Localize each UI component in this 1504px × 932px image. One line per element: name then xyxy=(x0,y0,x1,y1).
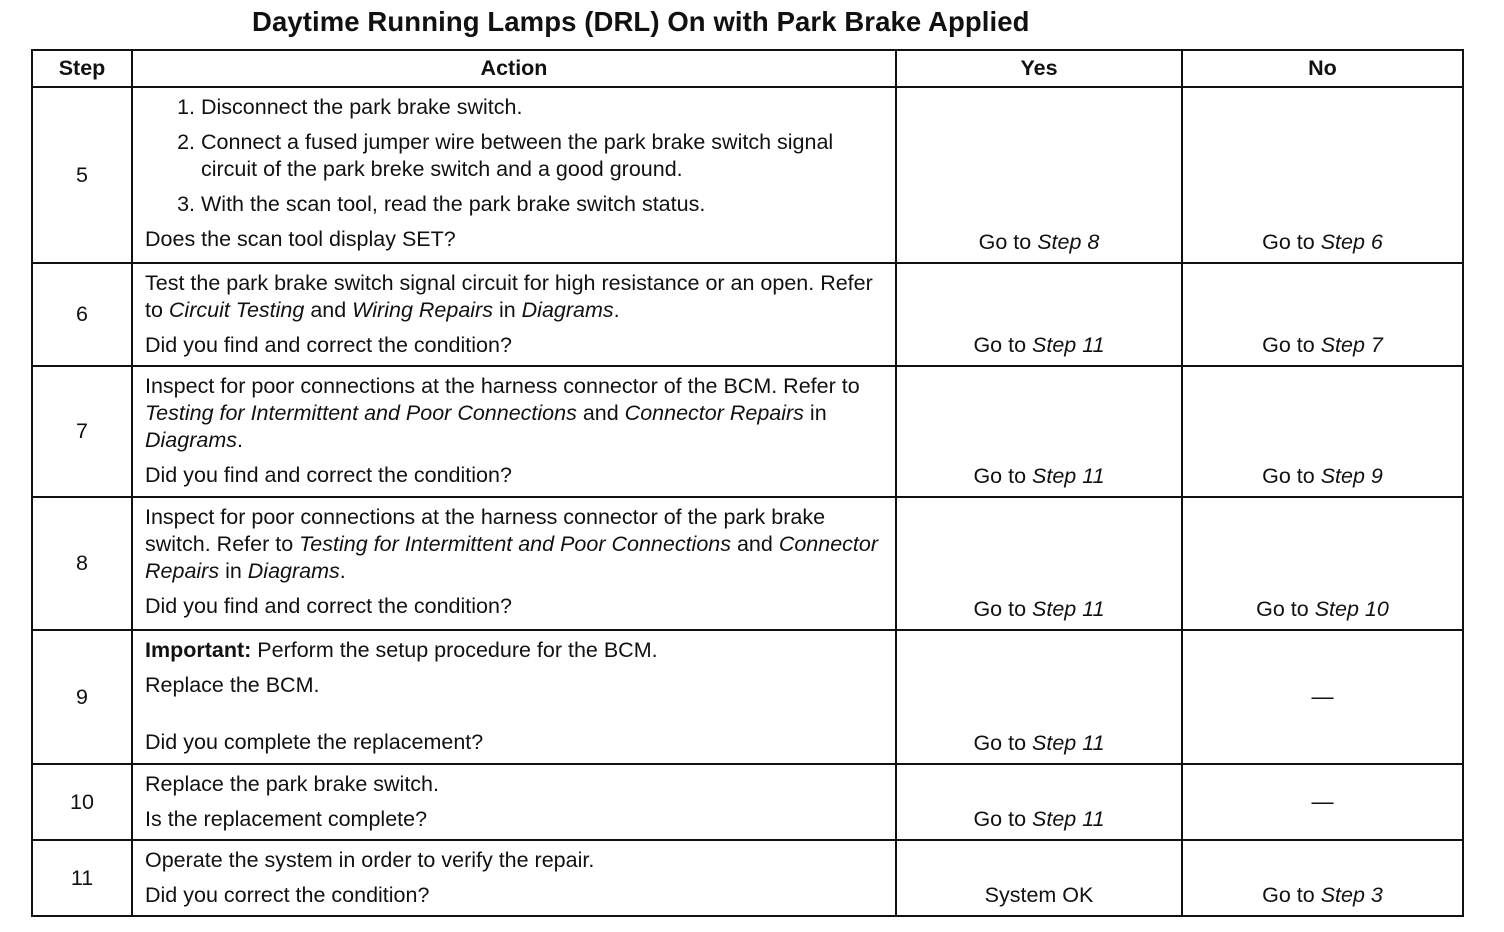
header-no: No xyxy=(1182,50,1463,87)
step-ref: Step 11 xyxy=(1032,731,1105,755)
header-action: Action xyxy=(132,50,896,87)
action-cell xyxy=(132,263,896,366)
go-to-text: Go to xyxy=(973,597,1033,621)
action-cell xyxy=(132,366,896,497)
action-instruction: Test the park brake switch signal circuit for high resistance or an open. Refer to Circuit Testing and Wiring Repairs in Diagrams. xyxy=(145,271,873,322)
action-cell xyxy=(132,87,896,263)
important-label: Important: xyxy=(145,638,252,662)
action-cell xyxy=(132,764,896,840)
step-ref: Step 11 xyxy=(1032,333,1105,357)
header-step: Step xyxy=(32,50,132,87)
step-ref: Step 10 xyxy=(1314,597,1389,621)
action-question: Did you correct the condition? xyxy=(145,883,430,907)
step-number: 7 xyxy=(32,366,132,497)
table-row xyxy=(32,840,1463,916)
go-to-text: Go to xyxy=(973,464,1033,488)
yes-result xyxy=(896,630,1182,764)
no-result xyxy=(1182,366,1463,497)
action-instruction: Inspect for poor connections at the harness connector of the park brake switch. Refer to Testing for Intermittent and Poor Connections and Connector Repairs in Diagrams. xyxy=(145,505,879,583)
step-ref: Step 9 xyxy=(1320,464,1383,488)
step-number: 6 xyxy=(32,263,132,366)
yes-result xyxy=(896,764,1182,840)
not-applicable-dash: — xyxy=(1311,684,1334,709)
go-to-text: Go to xyxy=(1262,883,1321,907)
go-to-text: Go to xyxy=(1256,597,1315,621)
action-instruction: Replace the BCM. xyxy=(145,673,320,697)
no-result xyxy=(1182,497,1463,630)
go-to-text: Go to xyxy=(973,731,1033,755)
action-question: Did you find and correct the condition? xyxy=(145,463,512,487)
table-row xyxy=(32,630,1463,764)
list-item: 2. Connect a fused jumper wire between the park brake switch signal circuit of the park breke switch and a good ground. xyxy=(201,129,881,183)
action-question: Does the scan tool display SET? xyxy=(145,227,456,251)
step-number: 5 xyxy=(32,87,132,263)
step-ref: Step 11 xyxy=(1032,807,1105,831)
yes-result xyxy=(896,263,1182,366)
step-ref: Step 8 xyxy=(1037,230,1100,254)
step-number: 10 xyxy=(32,764,132,840)
header-row xyxy=(32,50,1463,87)
list-item: 1. Disconnect the park brake switch. xyxy=(201,94,881,121)
no-result xyxy=(1182,87,1463,263)
system-ok-text: System OK xyxy=(984,883,1094,907)
no-result xyxy=(1182,840,1463,916)
step-number: 8 xyxy=(32,497,132,630)
go-to-text: Go to xyxy=(973,333,1033,357)
go-to-text: Go to xyxy=(1262,464,1321,488)
go-to-text: Go to xyxy=(978,230,1038,254)
action-cell xyxy=(132,840,896,916)
go-to-text: Go to xyxy=(973,807,1033,831)
step-number: 11 xyxy=(32,840,132,916)
no-result xyxy=(1182,630,1463,764)
table-row xyxy=(32,366,1463,497)
step-ref: Step 7 xyxy=(1320,333,1383,357)
step-ref: Step 11 xyxy=(1032,464,1105,488)
no-result xyxy=(1182,263,1463,366)
table-row xyxy=(32,87,1463,263)
action-cell xyxy=(132,630,896,764)
go-to-text: Go to xyxy=(1262,333,1321,357)
go-to-text: Go to xyxy=(1262,230,1321,254)
header-yes: Yes xyxy=(896,50,1182,87)
important-note: Important: Perform the setup procedure for the BCM. xyxy=(145,638,658,662)
action-instruction: Inspect for poor connections at the harness connector of the BCM. Refer to Testing for Intermittent and Poor Connections and Connector Repairs in Diagrams. xyxy=(145,374,860,452)
no-result xyxy=(1182,764,1463,840)
step-ref: Step 11 xyxy=(1032,597,1105,621)
table-row xyxy=(32,497,1463,630)
action-instruction: Replace the park brake switch. xyxy=(145,772,439,796)
yes-result xyxy=(896,366,1182,497)
action-instruction: Operate the system in order to verify the repair. xyxy=(145,848,595,872)
yes-result xyxy=(896,840,1182,916)
table-row xyxy=(32,263,1463,366)
action-question: Did you find and correct the condition? xyxy=(145,594,512,618)
yes-result xyxy=(896,87,1182,263)
action-question: Did you complete the replacement? xyxy=(145,730,484,754)
step-number: 9 xyxy=(32,630,132,764)
action-cell xyxy=(132,497,896,630)
action-question: Is the replacement complete? xyxy=(145,807,428,831)
table-row xyxy=(32,764,1463,840)
step-ref: Step 3 xyxy=(1320,883,1383,907)
page-title: Daytime Running Lamps (DRL) On with Park Brake Applied xyxy=(252,6,1030,37)
diagnostic-table xyxy=(31,49,1464,917)
action-question: Did you find and correct the condition? xyxy=(145,333,512,357)
step-ref: Step 6 xyxy=(1320,230,1383,254)
not-applicable-dash: — xyxy=(1311,789,1334,814)
action-list xyxy=(145,94,881,218)
yes-result xyxy=(896,497,1182,630)
list-item: 3. With the scan tool, read the park brake switch status. xyxy=(201,191,881,218)
